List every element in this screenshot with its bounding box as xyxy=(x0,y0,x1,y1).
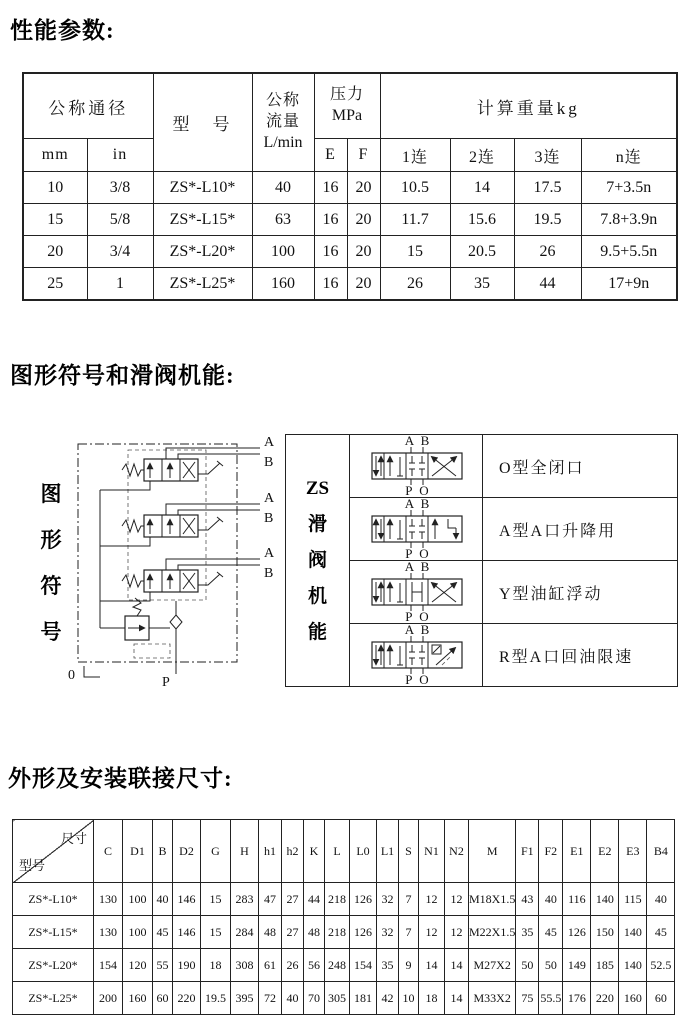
cell: 35 xyxy=(516,916,539,949)
ab-label: A B xyxy=(404,624,430,637)
dim-col-header: F1 xyxy=(516,820,539,883)
corner-header-cell xyxy=(13,820,94,883)
header-nominal-flow xyxy=(252,73,314,172)
valve-type-desc: A型A口升降用 xyxy=(483,498,678,561)
table-row xyxy=(23,172,677,204)
hydraulic-circuit-diagram-svg xyxy=(66,434,276,692)
valve-symbol-cell xyxy=(350,624,483,687)
cell: 284 xyxy=(231,916,259,949)
cell: 10 xyxy=(23,172,87,204)
cell: 27 xyxy=(282,883,304,916)
cell: 35 xyxy=(450,268,514,301)
cell: 126 xyxy=(563,916,591,949)
cell: 52.5 xyxy=(647,949,675,982)
cell: 176 xyxy=(563,982,591,1015)
cell: 40 xyxy=(153,883,173,916)
cell: 55 xyxy=(153,949,173,982)
cell: ZS*-L15* xyxy=(153,204,252,236)
cell: 61 xyxy=(259,949,282,982)
cell: 72 xyxy=(259,982,282,1015)
cell: 12 xyxy=(419,883,445,916)
cell: 60 xyxy=(153,982,173,1015)
symbols-section-title: 图形符号和滑阀机能: xyxy=(10,363,235,388)
cell: 15 xyxy=(201,916,231,949)
header-calc-weight: 计算重量kg xyxy=(380,73,677,139)
header-flow-line1: 公称 xyxy=(265,92,300,110)
cell: 20.5 xyxy=(450,236,514,268)
cell: 14 xyxy=(445,949,469,982)
cell: 160 xyxy=(619,982,647,1015)
table-row xyxy=(286,435,678,498)
cell: 126 xyxy=(350,916,377,949)
port-b-label: B xyxy=(264,511,274,526)
zs-label: 滑 xyxy=(307,513,327,535)
cell: 160 xyxy=(123,982,153,1015)
cell: 15.6 xyxy=(450,204,514,236)
model-cell: ZS*-L25* xyxy=(13,982,94,1015)
cell: 43 xyxy=(516,883,539,916)
cell: 15 xyxy=(201,883,231,916)
header-E: E xyxy=(314,139,347,172)
dim-col-header: h1 xyxy=(259,820,282,883)
cell: 220 xyxy=(591,982,619,1015)
cell: ZS*-L20* xyxy=(153,236,252,268)
header-model: 型 号 xyxy=(153,73,252,172)
header-pressure-line2: MPa xyxy=(331,107,363,124)
header-flow-line2: 流量 xyxy=(265,113,300,131)
cell: 146 xyxy=(173,916,201,949)
header-nominal-diameter: 公称通径 xyxy=(23,73,153,139)
valve-symbol-cell xyxy=(350,435,483,498)
header-mm: mm xyxy=(23,139,87,172)
vlabel-char: 形 xyxy=(40,528,62,552)
dimensions-section-title: 外形及安装联接尺寸: xyxy=(8,766,233,791)
dim-col-header: H xyxy=(231,820,259,883)
cell: 185 xyxy=(591,949,619,982)
cell: 308 xyxy=(231,949,259,982)
cell: 140 xyxy=(591,883,619,916)
cell: 220 xyxy=(173,982,201,1015)
dim-col-header: F2 xyxy=(539,820,563,883)
cell: 27 xyxy=(282,916,304,949)
vlabel-char: 号 xyxy=(40,620,62,644)
header-2lian: 2连 xyxy=(450,139,514,172)
cell: 305 xyxy=(325,982,350,1015)
table-row xyxy=(23,236,677,268)
model-cell: ZS*-L15* xyxy=(13,916,94,949)
vlabel-char: 符 xyxy=(40,574,62,598)
cell: 115 xyxy=(619,883,647,916)
zs-label: ZS xyxy=(305,477,330,499)
cell: 63 xyxy=(252,204,314,236)
cell: 7 xyxy=(399,883,419,916)
cell: 16 xyxy=(314,172,347,204)
header-3lian: 3连 xyxy=(514,139,581,172)
cell: 140 xyxy=(619,916,647,949)
cell: 26 xyxy=(282,949,304,982)
cell: 149 xyxy=(563,949,591,982)
cell: 7+3.5n xyxy=(581,172,677,204)
cell: 32 xyxy=(377,883,399,916)
cell: 17.5 xyxy=(514,172,581,204)
header-in: in xyxy=(87,139,153,172)
cell: 100 xyxy=(123,883,153,916)
cell: 395 xyxy=(231,982,259,1015)
valve-type-desc: O型全闭口 xyxy=(483,435,678,498)
table-row xyxy=(23,268,677,301)
zs-label: 阀 xyxy=(307,549,327,571)
header-nlian: n连 xyxy=(581,139,677,172)
cell: 154 xyxy=(94,949,123,982)
cell: 56 xyxy=(304,949,325,982)
cell: 12 xyxy=(419,916,445,949)
cell: 126 xyxy=(350,883,377,916)
cell: 45 xyxy=(153,916,173,949)
po-label: P O xyxy=(405,483,429,497)
cell: 130 xyxy=(94,916,123,949)
cell: 40 xyxy=(647,883,675,916)
ab-label: A B xyxy=(404,435,430,448)
cell: M27X2 xyxy=(469,949,516,982)
port-o-label: 0 xyxy=(68,668,75,683)
cell: 42 xyxy=(377,982,399,1015)
cell: 14 xyxy=(419,949,445,982)
cell: 154 xyxy=(350,949,377,982)
cell: 17+9n xyxy=(581,268,677,301)
cell: 60 xyxy=(647,982,675,1015)
po-label: P O xyxy=(405,546,429,560)
cell: 26 xyxy=(514,236,581,268)
cell: 7.8+3.9n xyxy=(581,204,677,236)
corner-label-size: 尺寸 xyxy=(60,831,87,846)
cell: 50 xyxy=(539,949,563,982)
header-pressure-line1: 压力 xyxy=(330,86,365,104)
cell: 18 xyxy=(201,949,231,982)
valve-type-desc: R型A口回油限速 xyxy=(483,624,678,687)
dim-col-header: L xyxy=(325,820,350,883)
cell: 14 xyxy=(450,172,514,204)
cell: 70 xyxy=(304,982,325,1015)
valve-symbol-Y-svg xyxy=(350,561,483,623)
performance-section-title: 性能参数: xyxy=(10,18,115,43)
dim-col-header: E1 xyxy=(563,820,591,883)
port-b-label: B xyxy=(264,455,274,470)
dim-col-header: K xyxy=(304,820,325,883)
cell: 150 xyxy=(591,916,619,949)
cell: 26 xyxy=(380,268,450,301)
cell: 25 xyxy=(23,268,87,301)
port-a-label: A xyxy=(264,435,275,450)
ab-label: A B xyxy=(404,561,430,574)
valve-symbol-R-svg xyxy=(350,624,483,686)
cell: 140 xyxy=(619,949,647,982)
cell: 9 xyxy=(399,949,419,982)
vlabel-char: 图 xyxy=(40,482,62,506)
cell: 20 xyxy=(347,236,380,268)
dim-col-header: E3 xyxy=(619,820,647,883)
cell: 248 xyxy=(325,949,350,982)
table-row xyxy=(23,204,677,236)
table-row xyxy=(13,949,675,982)
cell: 20 xyxy=(347,204,380,236)
dim-col-header: B4 xyxy=(647,820,675,883)
cell: 160 xyxy=(252,268,314,301)
cell: 10.5 xyxy=(380,172,450,204)
cell: 32 xyxy=(377,916,399,949)
cell: 45 xyxy=(647,916,675,949)
cell: 5/8 xyxy=(87,204,153,236)
cell: 146 xyxy=(173,883,201,916)
cell: 55.5 xyxy=(539,982,563,1015)
cell: 20 xyxy=(347,268,380,301)
cell: 40 xyxy=(252,172,314,204)
cell: 45 xyxy=(539,916,563,949)
cell: M33X2 xyxy=(469,982,516,1015)
header-F: F xyxy=(347,139,380,172)
cell: 1 xyxy=(87,268,153,301)
port-b-label: B xyxy=(264,566,274,581)
cell: M22X1.5 xyxy=(469,916,516,949)
dim-col-header: N1 xyxy=(419,820,445,883)
header-pressure xyxy=(314,73,380,139)
cell: 10 xyxy=(399,982,419,1015)
port-p-label: P xyxy=(162,675,170,690)
cell: 44 xyxy=(304,883,325,916)
zs-label: 机 xyxy=(307,585,327,607)
cell: 3/8 xyxy=(87,172,153,204)
cell: ZS*-L10* xyxy=(153,172,252,204)
cell: 19.5 xyxy=(514,204,581,236)
cell: 190 xyxy=(173,949,201,982)
dim-col-header: L1 xyxy=(377,820,399,883)
dim-col-header: N2 xyxy=(445,820,469,883)
cell: 9.5+5.5n xyxy=(581,236,677,268)
header-flow-line3: L/min xyxy=(263,133,303,151)
cell: 218 xyxy=(325,883,350,916)
cell: 14 xyxy=(445,982,469,1015)
zs-function-column xyxy=(286,435,350,687)
dim-col-header: S xyxy=(399,820,419,883)
table-row xyxy=(13,883,675,916)
po-label: P O xyxy=(405,609,429,623)
po-label: P O xyxy=(405,672,429,686)
zs-label: 能 xyxy=(307,621,327,643)
cell: 218 xyxy=(325,916,350,949)
cell: 283 xyxy=(231,883,259,916)
cell: 15 xyxy=(380,236,450,268)
cell: 15 xyxy=(23,204,87,236)
cell: 16 xyxy=(314,204,347,236)
valve-type-desc: Y型油缸浮动 xyxy=(483,561,678,624)
valve-symbol-cell xyxy=(350,498,483,561)
model-cell: ZS*-L10* xyxy=(13,883,94,916)
valve-symbol-O-svg xyxy=(350,435,483,497)
dimension-table xyxy=(12,819,675,1015)
cell: 100 xyxy=(252,236,314,268)
dim-col-header: E2 xyxy=(591,820,619,883)
cell: 75 xyxy=(516,982,539,1015)
cell: 16 xyxy=(314,268,347,301)
cell: ZS*-L25* xyxy=(153,268,252,301)
model-cell: ZS*-L20* xyxy=(13,949,94,982)
cell: 12 xyxy=(445,883,469,916)
dim-col-header: D2 xyxy=(173,820,201,883)
dim-col-header: M xyxy=(469,820,516,883)
ab-label: A B xyxy=(404,498,430,511)
cell: 120 xyxy=(123,949,153,982)
spool-function-table xyxy=(285,434,678,687)
cell: 44 xyxy=(514,268,581,301)
dim-col-header: D1 xyxy=(123,820,153,883)
cell: 20 xyxy=(347,172,380,204)
graphic-symbol-vertical-label xyxy=(38,478,64,694)
cell: 116 xyxy=(563,883,591,916)
symbols-section xyxy=(8,434,692,694)
table-row xyxy=(13,916,675,949)
cell: 18 xyxy=(419,982,445,1015)
cell: 48 xyxy=(259,916,282,949)
valve-symbol-A-svg xyxy=(350,498,483,560)
dim-col-header: B xyxy=(153,820,173,883)
cell: 7 xyxy=(399,916,419,949)
dim-col-header: h2 xyxy=(282,820,304,883)
dim-col-header: G xyxy=(201,820,231,883)
cell: M18X1.5 xyxy=(469,883,516,916)
cell: 40 xyxy=(539,883,563,916)
cell: 200 xyxy=(94,982,123,1015)
corner-label-model: 型号 xyxy=(19,858,46,873)
dim-col-header: L0 xyxy=(350,820,377,883)
cell: 35 xyxy=(377,949,399,982)
cell: 19.5 xyxy=(201,982,231,1015)
cell: 130 xyxy=(94,883,123,916)
table-row xyxy=(13,982,675,1015)
cell: 100 xyxy=(123,916,153,949)
cell: 48 xyxy=(304,916,325,949)
cell: 181 xyxy=(350,982,377,1015)
performance-table xyxy=(22,72,678,301)
header-1lian: 1连 xyxy=(380,139,450,172)
cell: 3/4 xyxy=(87,236,153,268)
port-a-label: A xyxy=(264,491,275,506)
cell: 47 xyxy=(259,883,282,916)
cell: 40 xyxy=(282,982,304,1015)
port-a-label: A xyxy=(264,546,275,561)
valve-symbol-cell xyxy=(350,561,483,624)
cell: 11.7 xyxy=(380,204,450,236)
cell: 20 xyxy=(23,236,87,268)
cell: 16 xyxy=(314,236,347,268)
cell: 50 xyxy=(516,949,539,982)
dim-col-header: C xyxy=(94,820,123,883)
cell: 12 xyxy=(445,916,469,949)
